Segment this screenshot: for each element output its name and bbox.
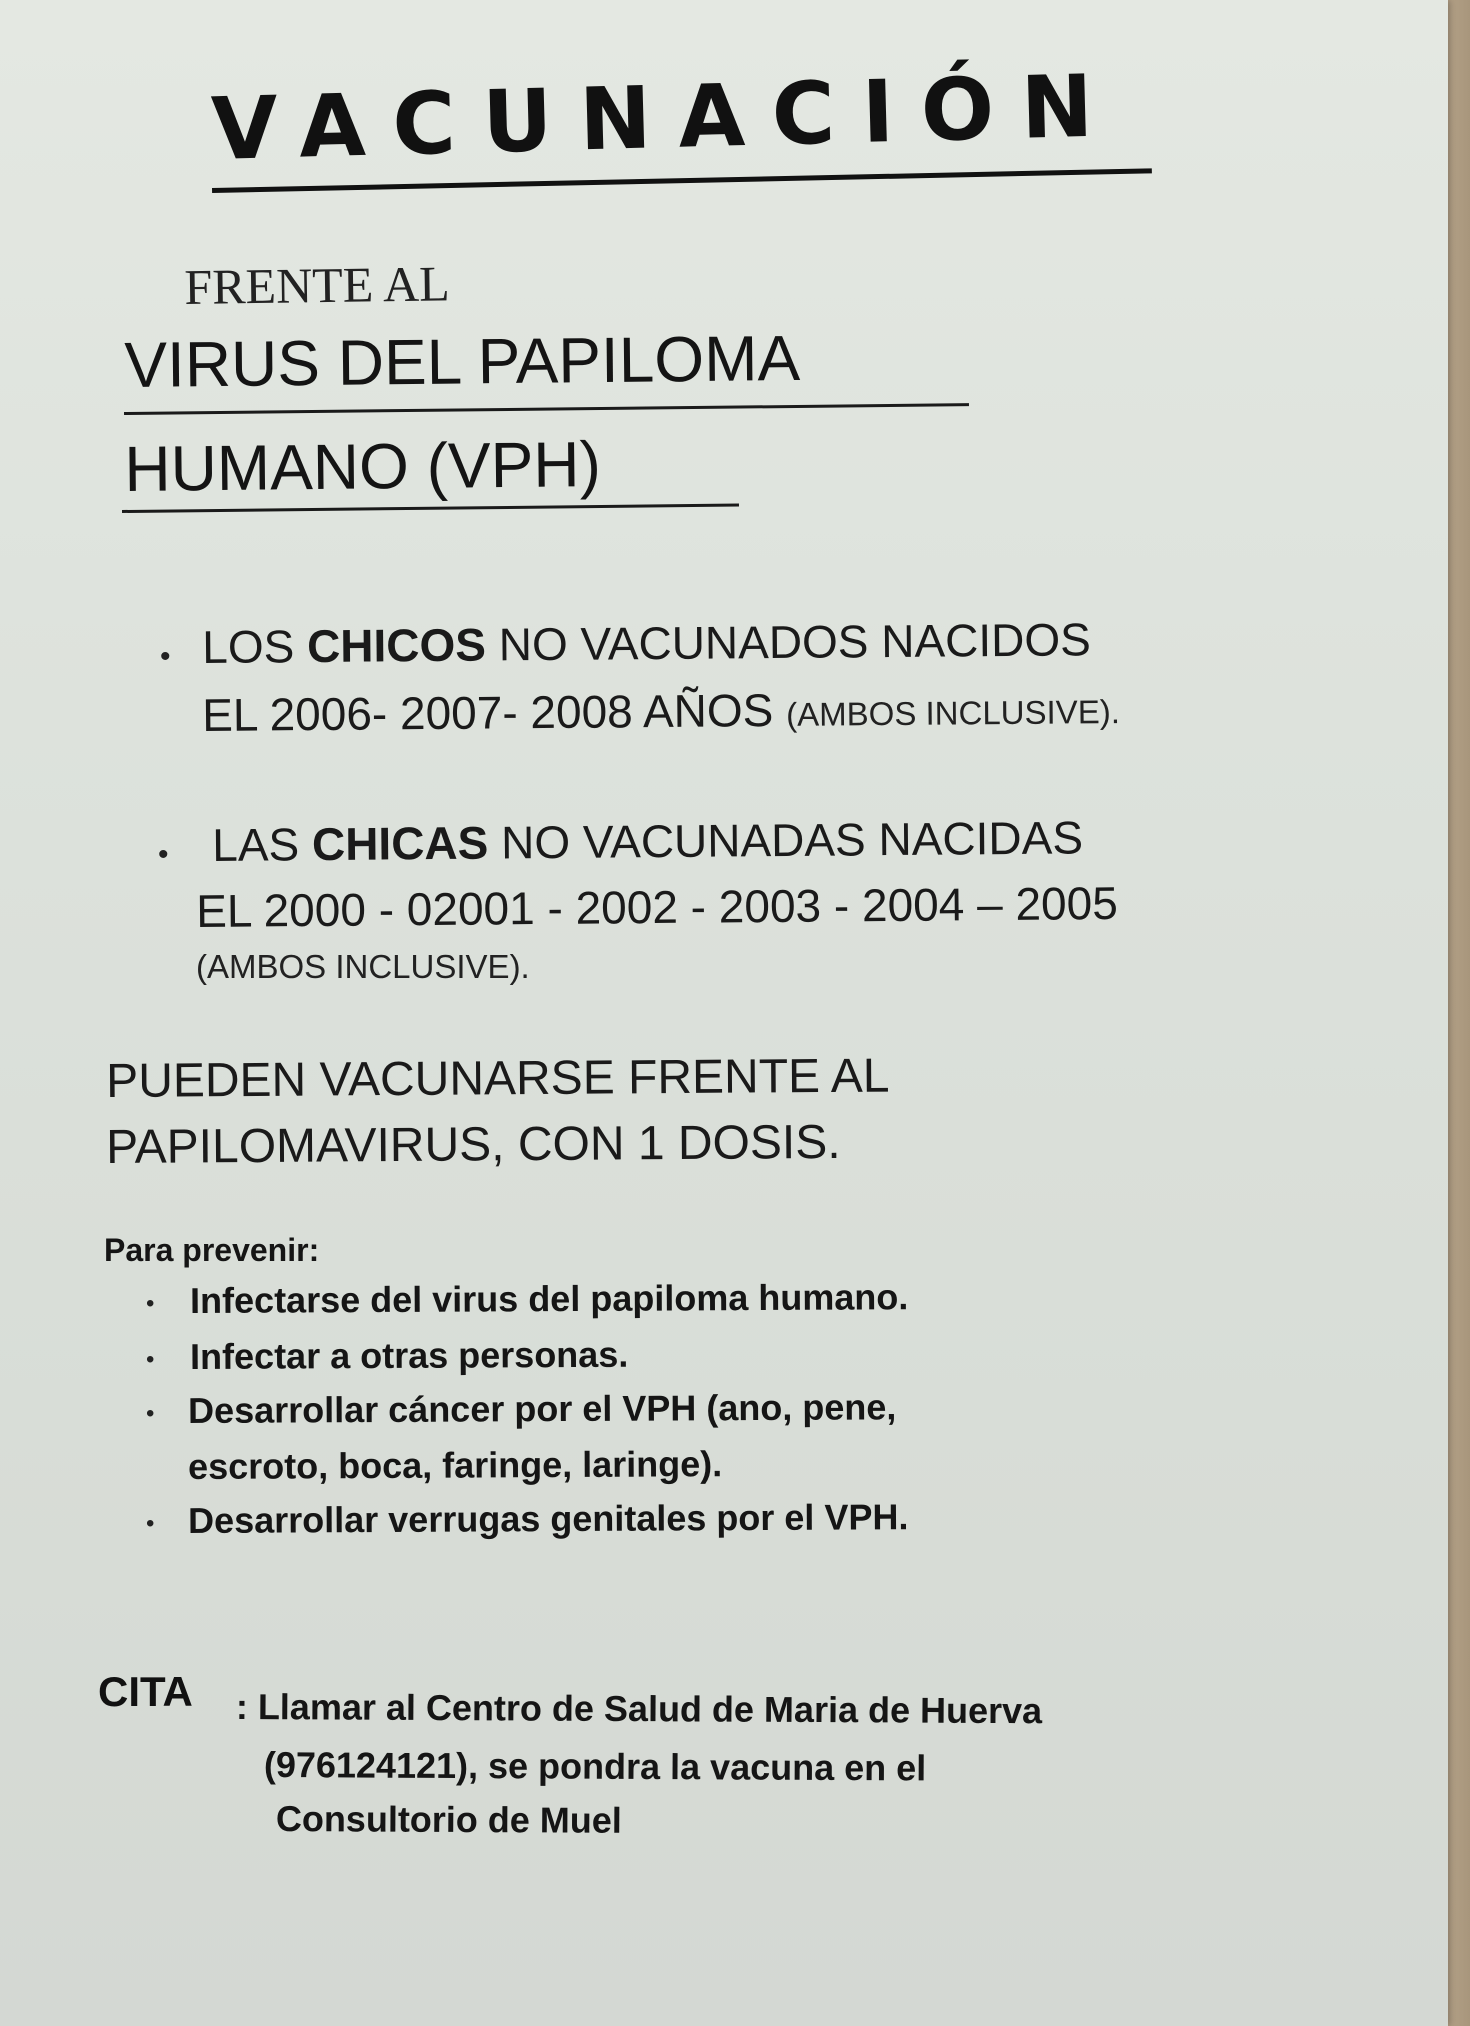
virus-name-line-2: HUMANO (VPH) xyxy=(124,428,602,505)
prevent-item: Infectarse del virus del papiloma humano. xyxy=(190,1276,909,1321)
prevent-item: Desarrollar verrugas genitales por el VPH. xyxy=(188,1496,909,1541)
dose-statement-line-1: PUEDEN VACUNARSE FRENTE AL xyxy=(106,1049,890,1108)
boys-rest: NO VACUNADOS NACIDOS xyxy=(485,613,1092,671)
virus-underline-1 xyxy=(124,403,969,415)
bullet-icon: • xyxy=(160,640,171,673)
boys-note: (AMBOS INCLUSIVE). xyxy=(786,692,1121,733)
boys-emphasis: CHICOS xyxy=(306,618,487,673)
bullet-icon: • xyxy=(146,1290,155,1317)
girls-emphasis: CHICAS xyxy=(311,816,489,871)
girls-years: EL 2000 - 02001 - 2002 - 2003 - 2004 – 2005 xyxy=(196,876,1119,937)
girls-rest: NO VACUNADAS NACIDAS xyxy=(488,811,1084,869)
appointment-line-1: : Llamar al Centro de Salud de Maria de Huerva xyxy=(235,1686,1043,1732)
prevent-item-continuation: escroto, boca, faringe, laringe). xyxy=(188,1443,723,1487)
appointment-line-3: Consultorio de Muel xyxy=(275,1798,622,1841)
prevent-item: Desarrollar cáncer por el VPH (ano, pene, xyxy=(188,1386,897,1431)
bullet-icon: • xyxy=(146,1346,155,1373)
boys-years-text: EL 2006- 2007- 2008 AÑOS xyxy=(202,683,787,741)
girls-note: (AMBOS INCLUSIVE). xyxy=(196,948,530,985)
virus-name-line-1: VIRUS DEL PAPILOMA xyxy=(124,321,801,401)
bullet-icon: • xyxy=(158,838,169,871)
prevent-item: Infectar a otras personas. xyxy=(190,1333,629,1377)
dose-statement-line-2: PAPILOMAVIRUS, CON 1 DOSIS. xyxy=(106,1115,841,1174)
subtitle: FRENTE AL xyxy=(184,255,451,315)
bullet-icon: • xyxy=(146,1510,155,1537)
poster-title: VACUNACIÓN xyxy=(210,56,1122,180)
boys-eligibility xyxy=(202,612,1091,674)
boys-prefix: LOS xyxy=(202,620,308,673)
girls-prefix: LAS xyxy=(212,818,313,871)
girls-eligibility xyxy=(212,810,1083,872)
bullet-icon: • xyxy=(146,1400,155,1427)
appointment-label: CITA xyxy=(98,1668,193,1715)
prevent-heading: Para prevenir: xyxy=(104,1232,320,1268)
boys-years xyxy=(202,680,1120,742)
appointment-line-2: (976124121), se pondra la vacuna en el xyxy=(263,1744,927,1789)
